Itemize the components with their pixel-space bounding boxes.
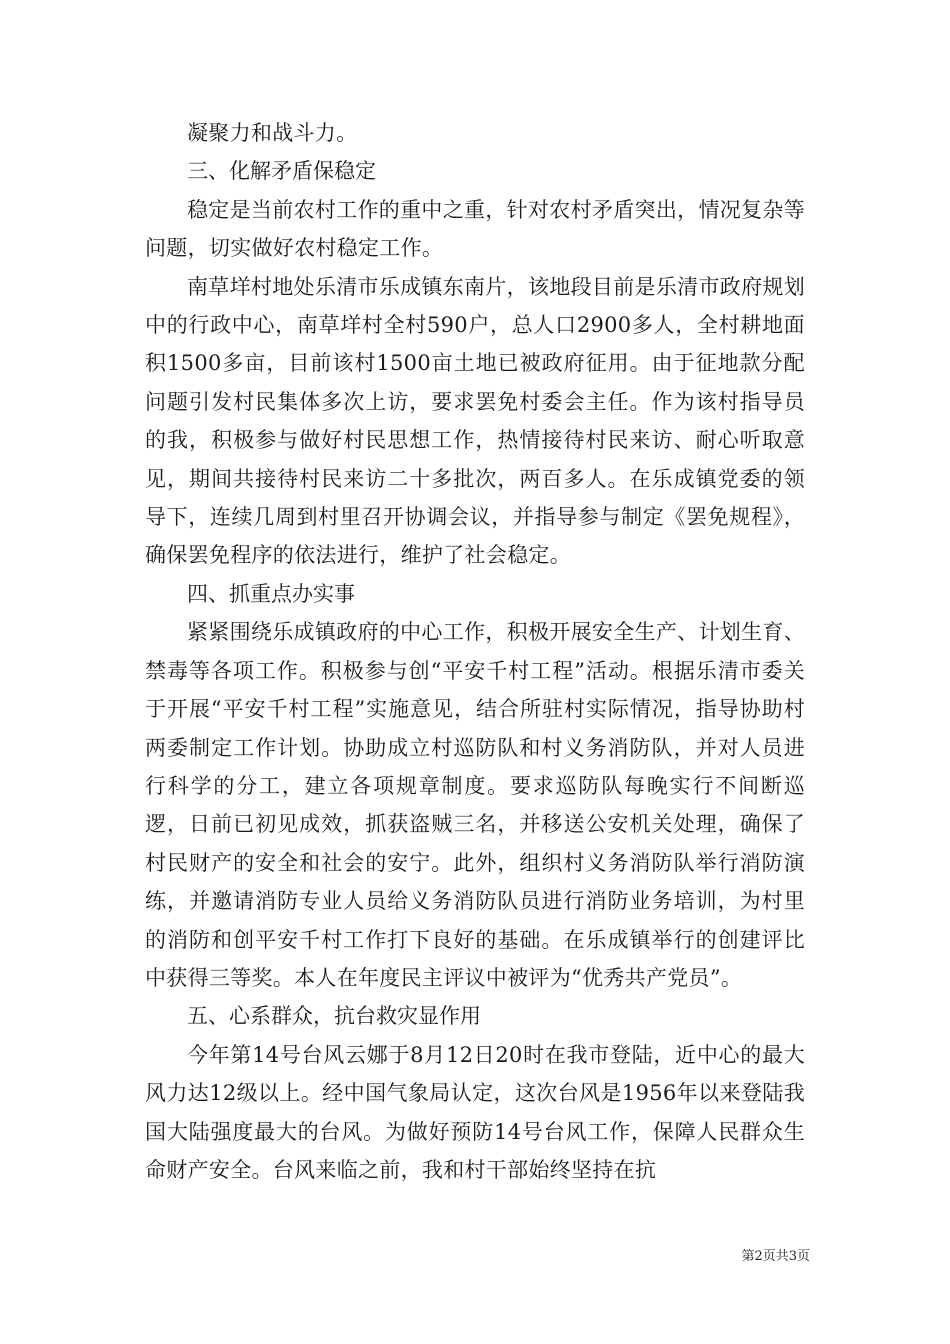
section-heading: 五、心系群众，抗台救灾显作用 bbox=[187, 1004, 481, 1029]
paragraph: 南草垟村地处乐清市乐成镇东南片，该地段目前是乐清市政府规划中的行政中心，南草垟村全村590户，总人口2900多人，全村耕地面积1500多亩，目前该村1500亩土地已被政府征用。由于征地款分配问题引发村民集体多次上访，要求罢免村委会主任。作为该村指导员的我，积极参与做好村民思想工作，热情接待村民来访、耐心听取意见，期间共接待村民来访二十多批次，两百多人。在乐成镇党委的领导下，连续几周到村里召开协调会议，并指导参与制定《罢免规程》，确保罢免程序的依法进行，维护了社会稳定。 bbox=[145, 274, 805, 568]
paragraph: 今年第14号台风云娜于8月12日20时在我市登陆，近中心的最大风力达12级以上。经中国气象局认定，这次台风是1956年以来登陆我国大陆强度最大的台风。为做好预防14号台风工作，保障人民群众生命财产安全。台风来临之前，我和村干部始终坚持在抗 bbox=[145, 1042, 805, 1182]
document-body bbox=[145, 114, 805, 1189]
paragraph: 凝聚力和战斗力。 bbox=[187, 121, 358, 145]
section-heading: 四、抓重点办实事 bbox=[187, 581, 355, 606]
paragraph: 稳定是当前农村工作的重中之重，针对农村矛盾突出，情况复杂等问题，切实做好农村稳定工作。 bbox=[145, 197, 805, 261]
page-number: 第2页共3页 bbox=[741, 1249, 810, 1264]
paragraph: 紧紧围绕乐成镇政府的中心工作，积极开展安全生产、计划生育、禁毒等各项工作。积极参与创“平安千村工程”活动。根据乐清市委关于开展“平安千村工程”实施意见，结合所驻村实际情况，指导协助村两委制定工作计划。协助成立村巡防队和村义务消防队，并对人员进行科学的分工，建立各项规章制度。要求巡防队每晚实行不间断巡逻，日前已初见成效，抓获盗贼三名，并移送公安机关处理，确保了村民财产的安全和社会的安宁。此外，组织村义务消防队举行消防演练，并邀请消防专业人员给义务消防队员进行消防业务培训，为村里的消防和创平安千村工作打下良好的基础。在乐成镇举行的创建评比中获得三等奖。本人在年度民主评议中被评为“优秀共产党员”。 bbox=[145, 620, 805, 990]
section-heading: 三、化解矛盾保稳定 bbox=[187, 159, 376, 184]
